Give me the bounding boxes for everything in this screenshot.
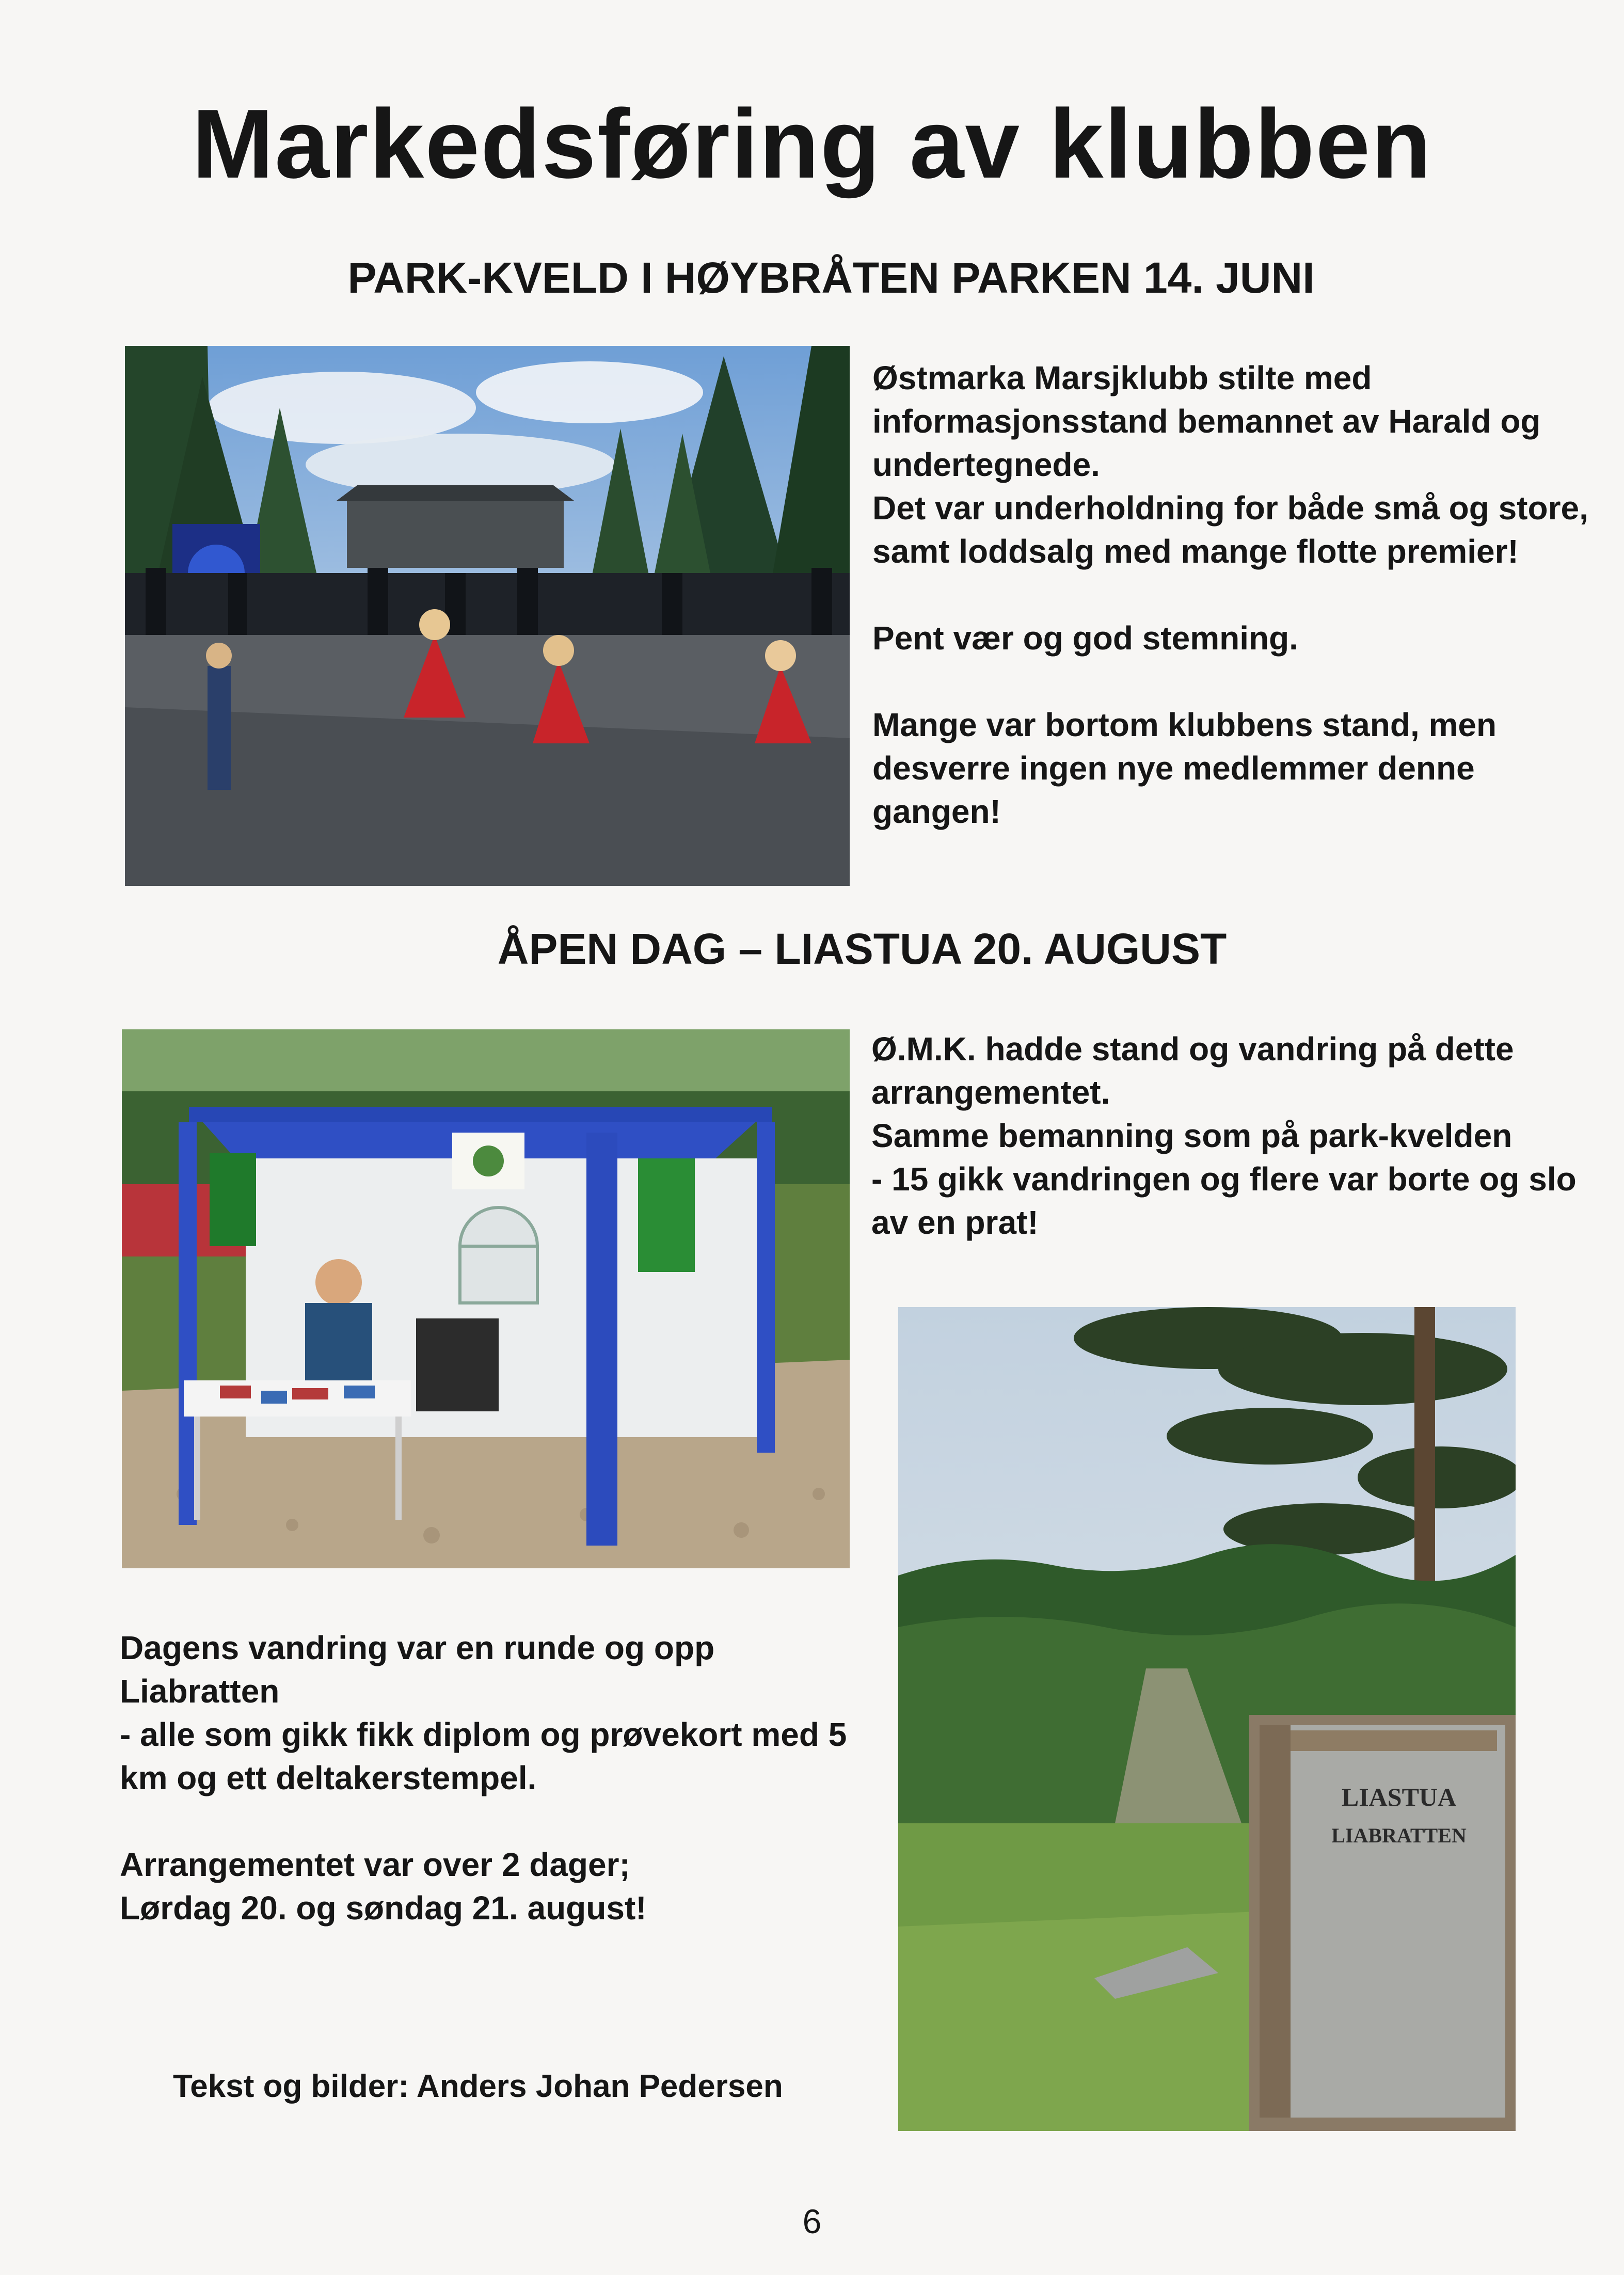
- page-title: Markedsføring av klubben: [192, 89, 1432, 199]
- section1-text: [872, 356, 1595, 833]
- page-number: 6: [802, 2202, 822, 2240]
- photo-credit: Tekst og bilder: Anders Johan Pedersen: [173, 2069, 783, 2104]
- section1-paragraph: Mange var bortom klubbens stand, men desverre ingen nye medlemmer denne gangen!: [872, 706, 1497, 830]
- forest-trail-photo: [898, 1307, 1516, 2131]
- tent-stand-photo: [122, 1029, 850, 1568]
- walk-paragraph: Dagens vandring var en runde og opp Liabratten - alle som gikk fikk diplom og prøvekort med 5 km og ett deltakerstempel.: [120, 1629, 847, 1796]
- walk-description: [120, 1626, 873, 1930]
- section2-heading: ÅPEN DAG – LIASTUA 20. AUGUST: [497, 925, 1227, 973]
- parade-photo: [125, 346, 850, 886]
- walk-paragraph: Arrangementet var over 2 dager; Lørdag 20. og søndag 21. august!: [120, 1846, 647, 1927]
- liastua-sign-text: LIASTUA: [1341, 1783, 1457, 1811]
- section1-heading: PARK-KVELD I HØYBRÅTEN PARKEN 14. JUNI: [347, 253, 1315, 302]
- section1-paragraph: Pent vær og god stemning.: [872, 619, 1298, 657]
- section2-intro: Ø.M.K. hadde stand og vandring på dette arrangementet. Samme bemanning som på park-kvelden - 15 gikk vandringen og flere var borte og slo av en prat!: [871, 1030, 1577, 1241]
- section1-paragraph: Østmarka Marsjklubb stilte med informasjonsstand bemannet av Harald og undertegnede. Det var underholdning for både små og store, samt loddsalg med mange flotte premier!: [872, 359, 1588, 570]
- liabratten-sign-text: LIABRATTEN: [1331, 1824, 1467, 1847]
